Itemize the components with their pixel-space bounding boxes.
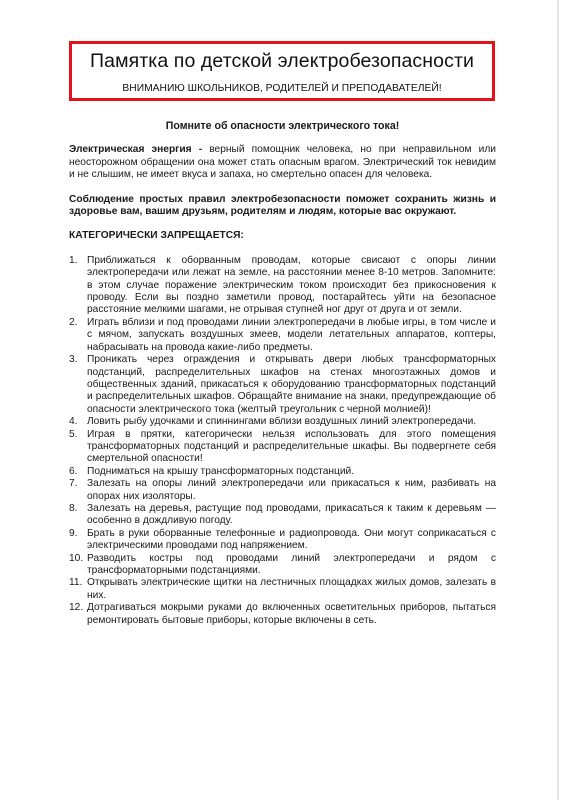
rule-number: 7. bbox=[69, 478, 78, 490]
rule-text: Проникать через ограждения и открывать двери любых трансформаторных подстанций, распределительных шкафов на стенах многоэтажных домов и общественных зданий, прикасаться к оборудованию трансформаторных подстанций и распределительных шкафов. Обращайте внимание на знаки, предупреждающие об опасности электрического тока (желтый треугольник с черной молнией)! bbox=[87, 354, 496, 415]
rule-text: Брать в руки оборванные телефонные и радиопровода. Они могут соприкасаться с электрическими проводами под напряжением. bbox=[87, 527, 496, 552]
rule-number: 1. bbox=[69, 254, 78, 266]
rule-text: Ловить рыбу удочками и спиннингами вблизи воздушных линий электропередачи. bbox=[87, 416, 477, 428]
rule-text: Залезать на деревья, растущие под проводами, прикасаться к таким к деревьям — особенно в дождливую погоду. bbox=[87, 502, 496, 527]
rule-item bbox=[69, 428, 496, 466]
rule-number: 12. bbox=[69, 602, 84, 614]
forbidden-rules-list bbox=[69, 255, 496, 627]
rule-item bbox=[69, 354, 496, 416]
rule-number: 8. bbox=[69, 502, 78, 514]
rule-number: 4. bbox=[69, 416, 78, 428]
safety-note: Соблюдение простых правил электробезопасности поможет сохранить жизнь и здоровье вам, вашим друзьям, родителям и людям, которые вас окружают. bbox=[69, 193, 496, 218]
rule-item bbox=[69, 502, 496, 528]
rule-item bbox=[69, 602, 496, 627]
rule-number: 5. bbox=[69, 428, 78, 440]
document-subtitle: ВНИМАНИЮ ШКОЛЬНИКОВ, РОДИТЕЛЕЙ И ПРЕПОДАВАТЕЛЕЙ! bbox=[122, 83, 442, 94]
warning-heading: Помните об опасности электрического тока! bbox=[165, 120, 400, 132]
title-frame bbox=[69, 41, 495, 101]
rule-number: 9. bbox=[69, 527, 78, 539]
rule-text: Играя в прятки, категорически нельзя использовать для этого помещения трансформаторных подстанций и распределительные шкафы. Вы подвергнете себя смертельной опасности! bbox=[87, 428, 496, 465]
rule-number: 3. bbox=[69, 354, 78, 366]
intro-paragraph bbox=[69, 144, 496, 181]
forbidden-heading: КАТЕГОРИЧЕСКИ ЗАПРЕЩАЕТСЯ: bbox=[69, 230, 244, 242]
rule-item bbox=[69, 577, 496, 602]
rule-text: Подниматься на крышу трансформаторных подстанций. bbox=[87, 465, 355, 477]
rule-item bbox=[69, 416, 496, 428]
rule-number: 6. bbox=[69, 465, 78, 477]
rule-text: Играть вблизи и под проводами линии электропередачи в любые игры, в том числе и с мячом, запускать воздушных змеев, модели летательных аппаратов, коптеры, набрасывать на провода какие-либо предметы. bbox=[87, 316, 496, 353]
rule-text: Приближаться к оборванным проводам, которые свисают с опоры линии электропередачи или лежат на земле, на расстоянии менее 8-10 метров. Запомните: в этом случае поражение электрическим током происходит без прикосновения к проводу. Если вы поздно заметили провод, постарайтесь уйти на безопасное расстояние мелкими шагами, не отрывая ступней ног друг от друга и от земли. bbox=[87, 254, 496, 316]
rule-number: 11. bbox=[69, 577, 83, 589]
rule-number: 10. bbox=[69, 552, 84, 564]
rule-text: Дотрагиваться мокрыми руками до включенных осветительных приборов, пытаться ремонтировать бытовые приборы, которые включены в сеть. bbox=[87, 602, 496, 626]
rule-item bbox=[69, 552, 496, 578]
rule-item bbox=[69, 254, 496, 317]
document-title: Памятка по детской электробезопасности bbox=[90, 50, 474, 72]
rule-item bbox=[69, 527, 496, 553]
rule-item bbox=[69, 478, 496, 503]
page-edge-divider bbox=[557, 0, 559, 800]
rule-item bbox=[69, 316, 496, 354]
rule-number: 2. bbox=[69, 316, 78, 328]
document-body bbox=[69, 120, 496, 627]
rule-text: Открывать электрические щитки на лестничных площадках жилых домов, залезать в них. bbox=[87, 577, 496, 601]
rule-text: Залезать на опоры линий электропередачи или прикасаться к ним, разбивать на опорах них изоляторы. bbox=[87, 478, 496, 502]
rule-text: Разводить костры под проводами линий электропередачи и рядом с трансформаторными подстанциями. bbox=[87, 552, 496, 576]
intro-text: верный помощник человека, но при неправильном или неосторожном обращении она может стать опасным врагом. Электрический ток невидим и не слышим, не имеет вкуса и запаха, но смертельно опасен для человека. bbox=[69, 144, 496, 181]
rule-item bbox=[69, 465, 496, 478]
intro-term: Электрическая энергия - bbox=[69, 144, 210, 156]
